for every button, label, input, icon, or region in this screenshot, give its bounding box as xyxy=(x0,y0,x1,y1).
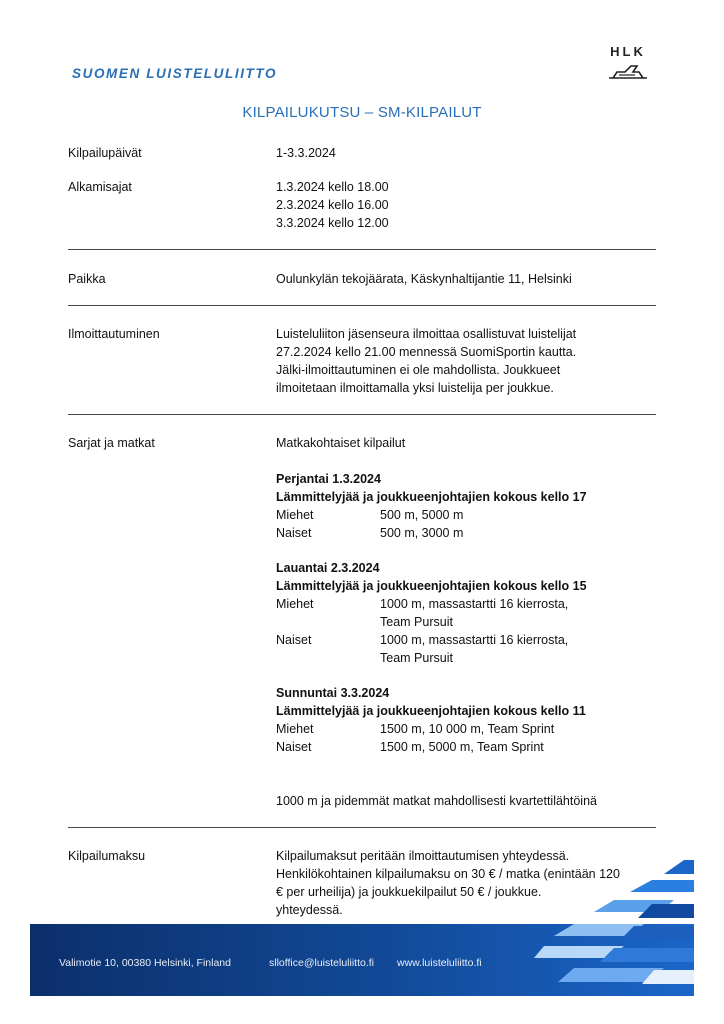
event-line: Team Pursuit xyxy=(380,651,453,665)
registration-text xyxy=(276,325,656,397)
women-label: Naiset xyxy=(276,740,312,754)
women-events xyxy=(380,631,568,667)
decorative-stripes-graphic xyxy=(534,860,694,996)
start-time: 3.3.2024 kello 12.00 xyxy=(276,216,389,230)
divider xyxy=(68,414,656,415)
women-events: 500 m, 3000 m xyxy=(380,526,464,540)
fees-line: Henkilökohtainen kilpailumaksu on 30 € / matka (enintään 120 xyxy=(276,867,620,881)
registration-line: ilmoitetaan ilmoittamalla yksi luistelija per joukkue. xyxy=(276,381,554,395)
fees-line: Kilpailumaksut peritään ilmoittautumisen yhteydessä. xyxy=(276,849,570,863)
footer-address: Valimotie 10, 00380 Helsinki, Finland xyxy=(59,957,231,969)
women-label: Naiset xyxy=(276,633,312,647)
day-heading: Lauantai 2.3.2024 xyxy=(276,561,380,575)
divider xyxy=(68,827,656,828)
skater-logo-icon xyxy=(605,61,651,81)
day-heading: Perjantai 1.3.2024 xyxy=(276,472,381,486)
start-time: 2.3.2024 kello 16.00 xyxy=(276,198,389,212)
registration-line: Jälki-ilmoittautuminen ei ole mahdollista. Joukkueet xyxy=(276,363,561,377)
women-label: Naiset xyxy=(276,526,312,540)
organization-name: SUOMEN LUISTELULIITTO xyxy=(72,66,278,81)
divider xyxy=(68,249,656,250)
divider xyxy=(68,305,656,306)
dates-value: 1-3.3.2024 xyxy=(276,146,336,160)
footer-email[interactable]: slloffice@luisteluliitto.fi xyxy=(269,957,375,969)
start-times-list xyxy=(276,178,656,232)
document-title: KILPAILUKUTSU – SM-KILPAILUT xyxy=(242,104,482,121)
men-events: 1500 m, 10 000 m, Team Sprint xyxy=(380,722,555,736)
men-label: Miehet xyxy=(276,508,314,522)
meeting-time: Lämmittelyjää ja joukkueenjohtajien kokous kello 15 xyxy=(276,579,587,593)
fees-label: Kilpailumaksu xyxy=(68,849,146,863)
men-events xyxy=(380,595,568,631)
series-label: Sarjat ja matkat xyxy=(68,436,155,450)
women-events: 1500 m, 5000 m, Team Sprint xyxy=(380,740,544,754)
men-events: 500 m, 5000 m xyxy=(380,508,464,522)
registration-line: 27.2.2024 kello 21.00 mennessä SuomiSportin kautta. xyxy=(276,345,577,359)
hlk-logo xyxy=(604,44,652,81)
footer-website[interactable]: www.luisteluliitto.fi xyxy=(397,957,482,969)
fees-line: yhteydessä. xyxy=(276,903,343,917)
day-heading: Sunnuntai 3.3.2024 xyxy=(276,686,390,700)
registration-label: Ilmoittautuminen xyxy=(68,327,160,341)
fees-line: € per urheilija) ja joukkuekilpailut 50 € / joukkue. xyxy=(276,885,542,899)
event-line: 1000 m, massastartti 16 kierrosta, xyxy=(380,633,569,647)
event-line: Team Pursuit xyxy=(380,615,453,629)
start-time: 1.3.2024 kello 18.00 xyxy=(276,180,389,194)
meeting-time: Lämmittelyjää ja joukkueenjohtajien kokous kello 17 xyxy=(276,490,587,504)
venue-label: Paikka xyxy=(68,272,106,286)
men-label: Miehet xyxy=(276,722,314,736)
event-line: 1000 m, massastartti 16 kierrosta, xyxy=(380,597,569,611)
venue-value: Oulunkylän tekojäärata, Käskynhaltijantie 11, Helsinki xyxy=(276,272,572,286)
meeting-time: Lämmittelyjää ja joukkueenjohtajien kokous kello 11 xyxy=(276,704,586,718)
dates-label: Kilpailupäivät xyxy=(68,146,142,160)
start-times-label: Alkamisajat xyxy=(68,180,132,194)
registration-line: Luisteluliiton jäsenseura ilmoittaa osallistuvat luistelijat xyxy=(276,327,577,341)
series-intro: Matkakohtaiset kilpailut xyxy=(276,436,406,450)
men-label: Miehet xyxy=(276,597,314,611)
hlk-logo-text: HLK xyxy=(610,44,646,59)
series-note: 1000 m ja pidemmät matkat mahdollisesti kvartettilähtöinä xyxy=(276,794,597,808)
